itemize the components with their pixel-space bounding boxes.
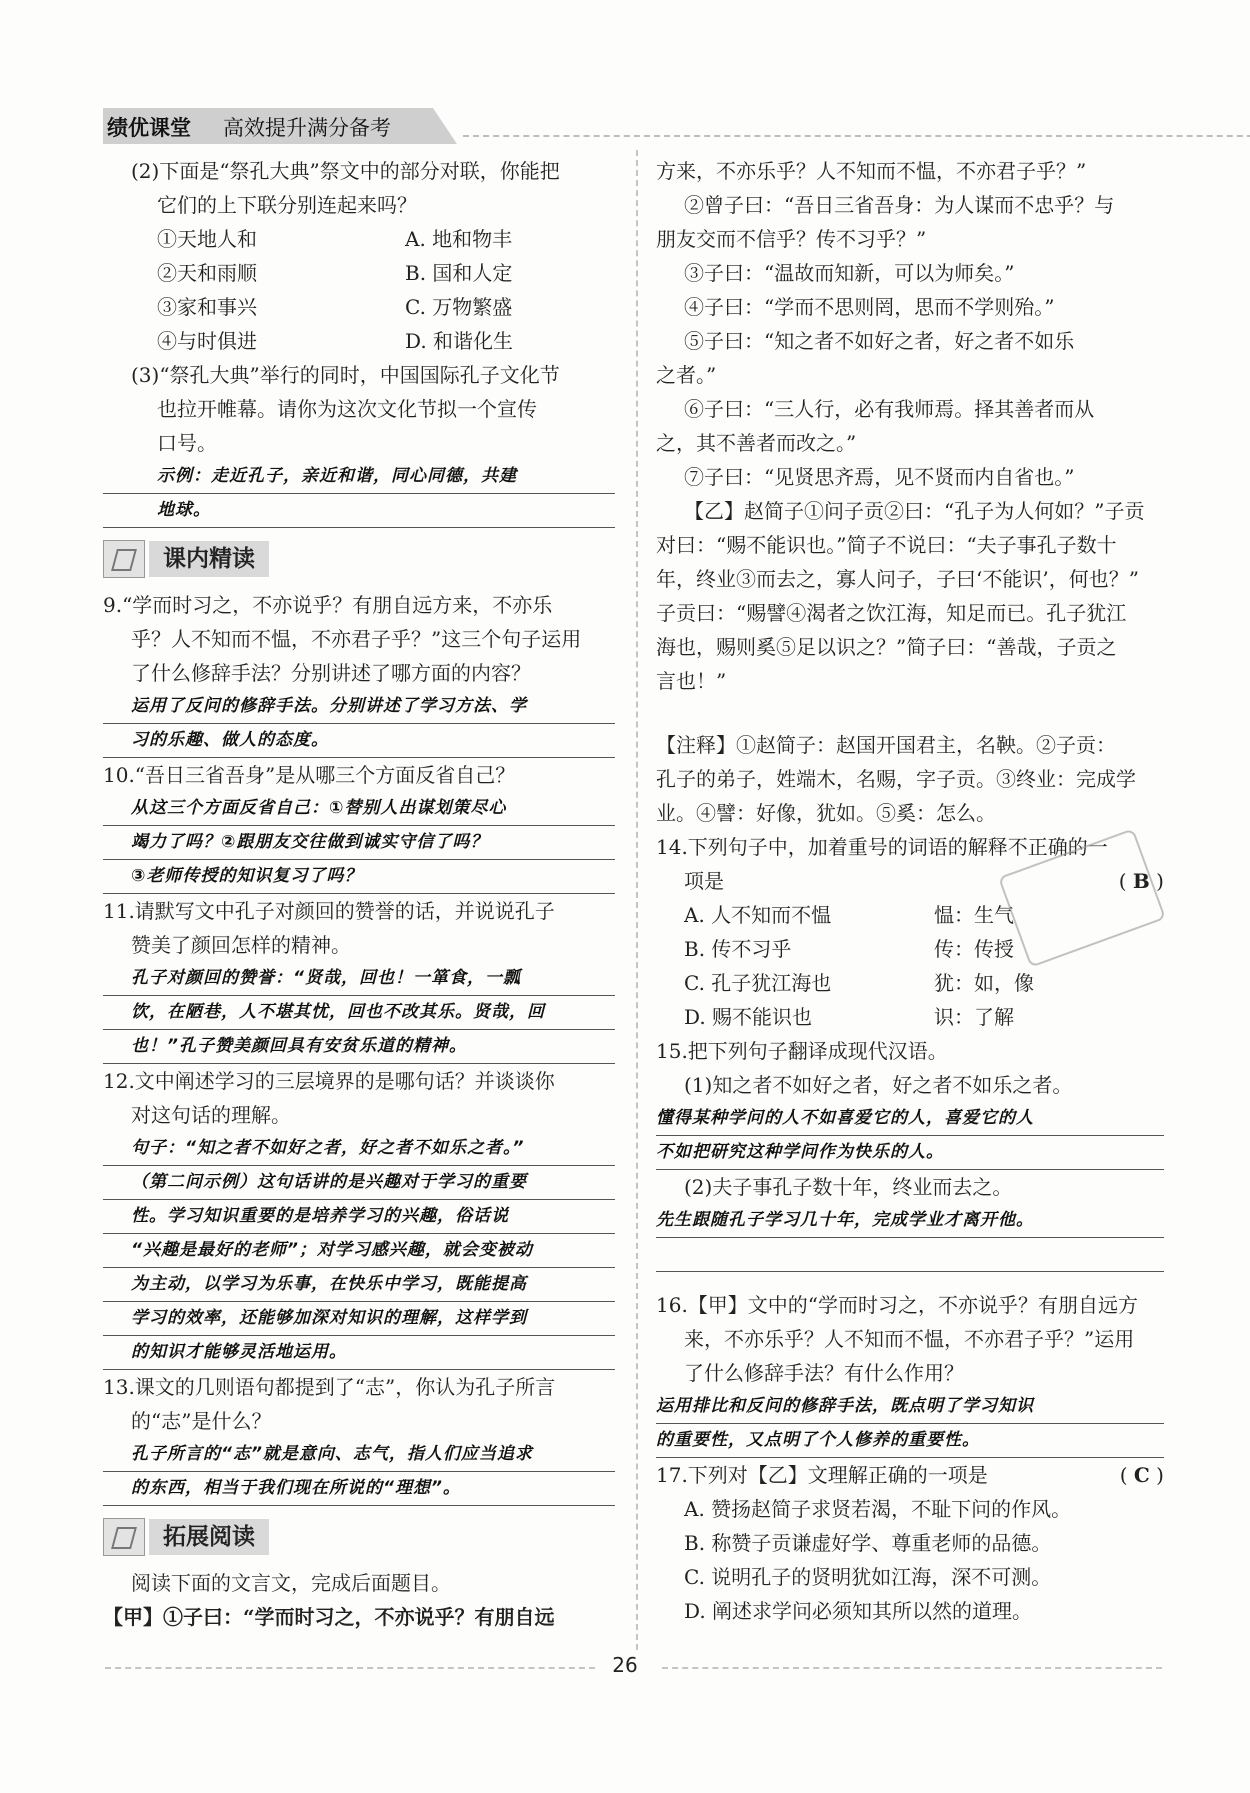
- jia-line: 方来，不亦乐乎？人不知而不愠，不亦君子乎？”: [656, 159, 1087, 183]
- left-column: [103, 154, 615, 1634]
- q9-line1: 9.“学而时习之，不亦说乎？有朋自远方来，不亦乐: [103, 593, 553, 617]
- yi-line: 子贡曰：“赐譬④渴者之饮江海，知足而已。孔子犹江: [656, 601, 1127, 625]
- yi-line: 【乙】赵简子①问子贡②曰：“孔子为人何如？”子贡: [684, 499, 1145, 523]
- answer-9-line2: 习的乐趣、做人的态度。: [103, 724, 615, 758]
- pair-right: B. 国和人定: [405, 261, 513, 285]
- answer-10-line2: 竭力了吗？②跟朋友交往做到诚实守信了吗？: [103, 826, 615, 860]
- notes-line: 业。④譬：好像，犹如。⑤奚：怎么。: [656, 801, 996, 825]
- header-brand: 绩优课堂: [107, 116, 191, 140]
- q17-stem: 17.下列对【乙】文理解正确的一项是: [656, 1463, 988, 1487]
- jia-line: 朋友交而不信乎？传不习乎？”: [656, 227, 927, 251]
- option-text: B. 传不习乎: [684, 937, 792, 961]
- option-gloss: 传：传授: [934, 937, 1014, 961]
- option-row: [656, 1000, 1164, 1034]
- jia-line: ⑥子曰：“三人行，必有我师焉。择其善者而从: [684, 397, 1095, 421]
- answer-13-line1: 孔子所言的“志”就是意向、志气，指人们应当追求: [103, 1438, 615, 1472]
- option-text: D. 赐不能识也: [684, 1005, 813, 1029]
- answer-8-3-line1: 示例：走近孔子，亲近和谐，同心同德，共建: [103, 460, 615, 494]
- spacer: [656, 698, 1164, 728]
- q8-3-line2: 也拉开帷幕。请你为这次文化节拟一个宣传: [157, 397, 537, 421]
- q8-3-line1: (3)“祭孔大典”举行的同时，中国国际孔子文化节: [131, 363, 560, 387]
- answer-15-2-blank: [656, 1238, 1164, 1272]
- answer-12-line4: “兴趣是最好的老师”；对学习感兴趣，就会变被动: [103, 1234, 615, 1268]
- pair-left: ③家和事兴: [157, 295, 257, 319]
- pair-row: [103, 222, 615, 256]
- q11-line2: 赞美了颜回怎样的精神。: [131, 933, 351, 957]
- page-header: [103, 108, 1163, 144]
- pair-row: [103, 324, 615, 358]
- answer-12-line5: 为主动，以学习为乐事，在快乐中学习，既能提高: [103, 1268, 615, 1302]
- answer-9-line1: 运用了反问的修辞手法。分别讲述了学习方法、学: [103, 690, 615, 724]
- option-gloss: 犹：如，像: [934, 971, 1034, 995]
- yi-line: 对曰：“赐不能识也。”简子不说曰：“夫子事孔子数十: [656, 533, 1117, 557]
- answer-11-line1: 孔子对颜回的赞誉：“贤哉，回也！一箪食，一瓢: [103, 962, 615, 996]
- option-17: C. 说明孔子的贤明犹如江海，深不可测。: [684, 1565, 1052, 1589]
- q9-line3: 了什么修辞手法？分别讲述了哪方面的内容？: [131, 661, 531, 685]
- section-heading-tuozhan: [103, 1516, 615, 1558]
- jia-line: ⑤子曰：“知之者不如好之者，好之者不如乐: [684, 329, 1075, 353]
- answer-17: C: [1133, 1463, 1150, 1487]
- notebook-icon: [103, 1518, 145, 1556]
- option-gloss: 识：了解: [934, 1005, 1014, 1029]
- header-slogan: 高效提升满分备考: [223, 116, 391, 140]
- q16-line3: 了什么修辞手法？有什么作用？: [684, 1361, 964, 1385]
- q12-line1: 12.文中阐述学习的三层境界的是哪句话？并谈谈你: [103, 1069, 555, 1093]
- section-title: 拓展阅读: [149, 1519, 269, 1555]
- jia-line: 之，其不善者而改之。”: [656, 431, 857, 455]
- option-text: C. 孔子犹江海也: [684, 971, 832, 995]
- pair-left: ④与时俱进: [157, 329, 257, 353]
- answer-16-line1: 运用排比和反问的修辞手法，既点明了学习知识: [656, 1390, 1164, 1424]
- q15-2: (2)夫子事孔子数十年，终业而去之。: [684, 1175, 1013, 1199]
- section-title: 课内精读: [149, 541, 269, 577]
- q16-line1: 16.【甲】文中的“学而时习之，不亦说乎？有朋自远方: [656, 1293, 1139, 1317]
- q11-line1: 11.请默写文中孔子对颜回的赞誉的话，并说说孔子: [103, 899, 555, 923]
- jia-line: ③子曰：“温故而知新，可以为师矣。”: [684, 261, 1015, 285]
- option-gloss: 愠：生气: [934, 903, 1014, 927]
- q12-line2: 对这句话的理解。: [131, 1103, 291, 1127]
- notes-line: 【注释】①赵简子：赵国开国君主，名鞅。②子贡：: [656, 733, 1116, 757]
- q8-2-line2: 它们的上下联分别连起来吗？: [157, 193, 417, 217]
- q8-3-line3: 口号。: [157, 431, 217, 455]
- q16-line2: 来，不亦乐乎？人不知而不愠，不亦君子乎？”运用: [684, 1327, 1135, 1351]
- answer-10-line1: 从这三个方面反省自己：①替别人出谋划策尽心: [103, 792, 615, 826]
- q15-1: (1)知之者不如好之者，好之者不如乐之者。: [684, 1073, 1073, 1097]
- q15-line: 15.把下列句子翻译成现代汉语。: [656, 1039, 948, 1063]
- jia-line: 之者。”: [656, 363, 717, 387]
- answer-12-line1: 句子：“知之者不如好之者，好之者不如乐之者。”: [103, 1132, 615, 1166]
- yi-line: 言也！”: [656, 669, 727, 693]
- q10-line1: 10.“吾日三省吾身”是从哪三个方面反省自己？: [103, 763, 516, 787]
- answer-10-line3: ③老师传授的知识复习了吗？: [103, 860, 615, 894]
- section-heading-kenei: [103, 538, 615, 580]
- q13-line2: 的“志”是什么？: [131, 1409, 272, 1433]
- pair-right: A. 地和物丰: [405, 227, 513, 251]
- q13-line1: 13.课文的几则语句都提到了“志”，你认为孔子所言: [103, 1375, 556, 1399]
- page-number: 26: [612, 1653, 638, 1677]
- footer-rule-right: [662, 1667, 1162, 1669]
- answer-15-1-line1: 懂得某种学问的人不如喜爱它的人，喜爱它的人: [656, 1102, 1164, 1136]
- option-row: [656, 966, 1164, 1000]
- q9-line2: 乎？人不知而不愠，不亦君子乎？”这三个句子运用: [131, 627, 582, 651]
- header-rule: [463, 135, 1250, 137]
- yi-line: 年，终业③而去之，寡人问子，子曰‘不能识’，何也？”: [656, 567, 1139, 591]
- answer-11-line2: 饮，在陋巷，人不堪其忧，回也不改其乐。贤哉，回: [103, 996, 615, 1030]
- answer-12-line2: （第二问示例）这句话讲的是兴趣对于学习的重要: [103, 1166, 615, 1200]
- spacer: [656, 1272, 1164, 1288]
- jia-line: ⑦子曰：“见贤思齐焉，见不贤而内自省也。”: [684, 465, 1075, 489]
- reading-intro: 阅读下面的文言文，完成后面题目。: [131, 1571, 451, 1595]
- footer-rule-left: [105, 1667, 595, 1669]
- pair-row: [103, 256, 615, 290]
- answer-12-line6: 学习的效率，还能够加深对知识的理解，这样学到: [103, 1302, 615, 1336]
- notes-line: 孔子的弟子，姓端木，名赐，字子贡。③终业：完成学: [656, 767, 1136, 791]
- pair-left: ②天和雨顺: [157, 261, 257, 285]
- yi-line: 海也，赐则奚⑤足以识之？”简子曰：“善哉，子贡之: [656, 635, 1117, 659]
- q14-line1: 14.下列句子中，加着重号的词语的解释不正确的一: [656, 835, 1108, 859]
- option-17: D. 阐述求学问必须知其所以然的道理。: [684, 1599, 1033, 1623]
- answer-15-2-line1: 先生跟随孔子学习几十年，完成学业才离开他。: [656, 1204, 1164, 1238]
- answer-14-paren: ( B ): [1118, 869, 1164, 893]
- pair-right: D. 和谐化生: [405, 329, 514, 353]
- pair-right: C. 万物繁盛: [405, 295, 513, 319]
- answer-16-line2: 的重要性，又点明了个人修养的重要性。: [656, 1424, 1164, 1458]
- jia-line: ④子曰：“学而不思则罔，思而不学则殆。”: [684, 295, 1055, 319]
- header-triangle: [433, 108, 457, 144]
- q14-stem: 项是: [684, 869, 724, 893]
- answer-8-3-line2: 地球。: [103, 494, 615, 528]
- answer-15-1-line2: 不如把研究这种学问作为快乐的人。: [656, 1136, 1164, 1170]
- pair-row: [103, 290, 615, 324]
- answer-14: B: [1132, 869, 1150, 893]
- q17-line: [656, 1458, 1164, 1492]
- answer-17-paren: ( C ): [1119, 1463, 1164, 1487]
- option-17: A. 赞扬赵简子求贤若渴，不耻下问的作风。: [684, 1497, 1072, 1521]
- pair-left: ①天地人和: [157, 227, 257, 251]
- answer-11-line3: 也！”孔子赞美颜回具有安贫乐道的精神。: [103, 1030, 615, 1064]
- answer-12-line7: 的知识才能够灵活地运用。: [103, 1336, 615, 1370]
- pencil-book-icon: [103, 540, 145, 578]
- answer-13-line2: 的东西，相当于我们现在所说的“理想”。: [103, 1472, 615, 1506]
- column-divider: [636, 150, 638, 1650]
- q8-2-line1: (2)下面是“祭孔大典”祭文中的部分对联，你能把: [131, 159, 560, 183]
- option-text: A. 人不知而不愠: [684, 903, 832, 927]
- option-17: B. 称赞子贡谦虚好学、尊重老师的品德。: [684, 1531, 1052, 1555]
- jia-line: ②曾子曰：“吾日三省吾身：为人谋而不忠乎？与: [684, 193, 1115, 217]
- answer-12-line3: 性。学习知识重要的是培养学习的兴趣，俗话说: [103, 1200, 615, 1234]
- passage-jia-start: 【甲】①子曰：“学而时习之，不亦说乎？有朋自远: [103, 1605, 555, 1629]
